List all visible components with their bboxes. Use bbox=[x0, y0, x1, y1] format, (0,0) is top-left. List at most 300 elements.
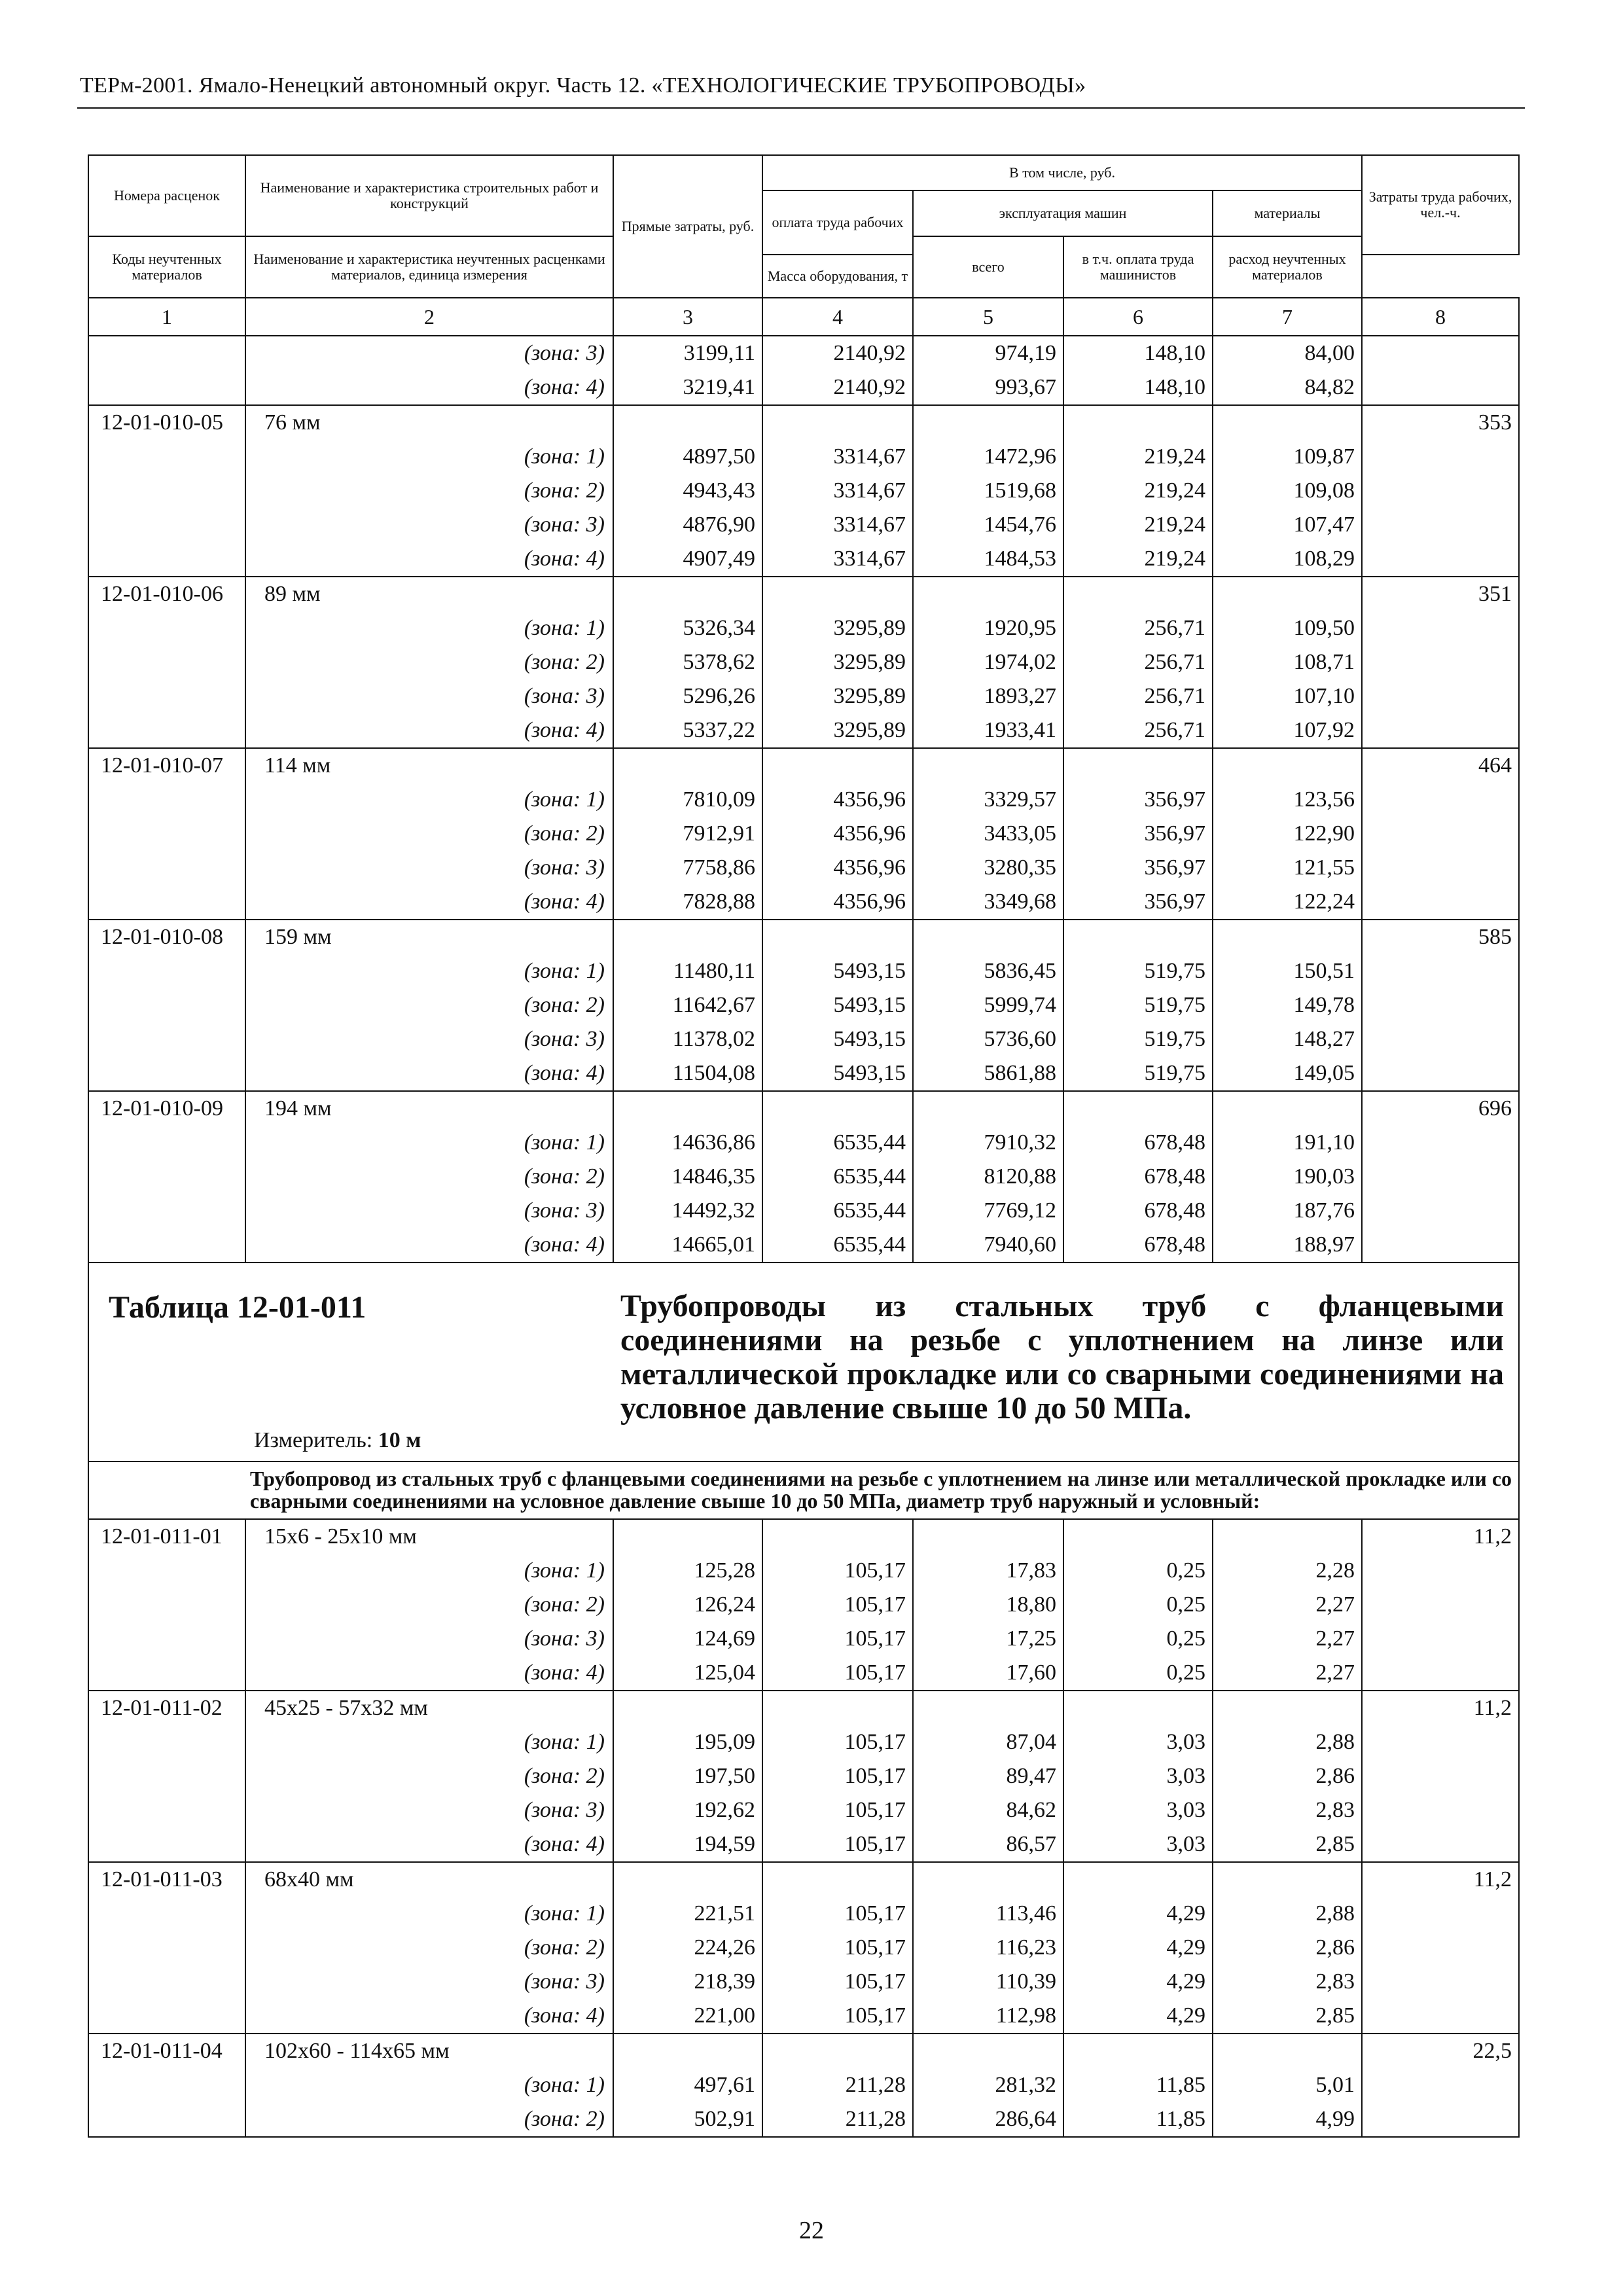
machine-total: 993,67 bbox=[913, 370, 1063, 405]
empty-cell bbox=[1362, 1022, 1519, 1056]
measure-unit bbox=[254, 1428, 421, 1453]
empty-cell bbox=[762, 1091, 913, 1126]
machine-total: 3433,05 bbox=[913, 817, 1063, 851]
materials-cost: 2,86 bbox=[1213, 1931, 1362, 1965]
empty-cell bbox=[1362, 508, 1519, 542]
column-number: 3 bbox=[613, 298, 762, 336]
empty-cell bbox=[88, 1588, 245, 1622]
rate-group-header-row bbox=[88, 748, 1519, 783]
header-materials: материалы bbox=[1213, 190, 1362, 236]
empty-cell bbox=[88, 1827, 245, 1862]
empty-cell bbox=[1362, 1554, 1519, 1588]
direct-cost: 11378,02 bbox=[613, 1022, 762, 1056]
worker-pay: 5493,15 bbox=[762, 1056, 913, 1091]
empty-cell bbox=[1213, 1091, 1362, 1126]
direct-cost: 221,51 bbox=[613, 1897, 762, 1931]
page-number: 22 bbox=[799, 2217, 824, 2244]
worker-pay: 105,17 bbox=[762, 1656, 913, 1691]
empty-cell bbox=[88, 2102, 245, 2137]
zone-label: (зона: 1) bbox=[245, 1126, 613, 1160]
rate-code: 12-01-010-09 bbox=[88, 1091, 245, 1126]
empty-cell bbox=[88, 1022, 245, 1056]
direct-cost: 4943,43 bbox=[613, 474, 762, 508]
zone-label: (зона: 1) bbox=[245, 1554, 613, 1588]
machine-total: 5861,88 bbox=[913, 1056, 1063, 1091]
zone-label: (зона: 3) bbox=[245, 1965, 613, 1999]
direct-cost: 4897,50 bbox=[613, 440, 762, 474]
empty-cell bbox=[88, 645, 245, 679]
materials-cost: 2,83 bbox=[1213, 1965, 1362, 1999]
empty-cell bbox=[1362, 1725, 1519, 1759]
zone-row bbox=[88, 1759, 1519, 1793]
operator-pay: 11,85 bbox=[1063, 2068, 1213, 2102]
empty-cell bbox=[1362, 474, 1519, 508]
direct-cost: 14636,86 bbox=[613, 1126, 762, 1160]
empty-cell bbox=[88, 1554, 245, 1588]
empty-cell bbox=[1063, 405, 1213, 440]
empty-cell bbox=[1362, 1228, 1519, 1263]
zone-row bbox=[88, 851, 1519, 885]
empty-cell bbox=[1362, 817, 1519, 851]
empty-cell bbox=[88, 1759, 245, 1793]
empty-cell bbox=[1063, 748, 1213, 783]
zone-label: (зона: 3) bbox=[245, 336, 613, 370]
rate-code: 12-01-010-06 bbox=[88, 577, 245, 611]
empty-cell bbox=[1362, 1931, 1519, 1965]
zone-label: (зона: 3) bbox=[245, 1194, 613, 1228]
rate-code: 12-01-010-08 bbox=[88, 920, 245, 954]
zone-row bbox=[88, 1827, 1519, 1862]
empty-cell bbox=[1063, 2034, 1213, 2068]
operator-pay: 4,29 bbox=[1063, 1965, 1213, 1999]
table-title-inner bbox=[89, 1263, 1518, 1461]
materials-cost: 2,83 bbox=[1213, 1793, 1362, 1827]
materials-cost: 109,87 bbox=[1213, 440, 1362, 474]
zone-label: (зона: 3) bbox=[245, 851, 613, 885]
empty-cell bbox=[88, 988, 245, 1022]
labor-cost: 11,2 bbox=[1362, 1862, 1519, 1897]
machine-total: 5999,74 bbox=[913, 988, 1063, 1022]
operator-pay: 356,97 bbox=[1063, 817, 1213, 851]
direct-cost: 7758,86 bbox=[613, 851, 762, 885]
worker-pay: 105,17 bbox=[762, 1725, 913, 1759]
machine-total: 1974,02 bbox=[913, 645, 1063, 679]
empty-cell bbox=[88, 1228, 245, 1263]
empty-cell bbox=[1362, 2068, 1519, 2102]
operator-pay: 3,03 bbox=[1063, 1793, 1213, 1827]
machine-total: 84,62 bbox=[913, 1793, 1063, 1827]
rate-code: 12-01-011-04 bbox=[88, 2034, 245, 2068]
empty-cell bbox=[88, 370, 245, 405]
machine-total: 116,23 bbox=[913, 1931, 1063, 1965]
worker-pay: 3295,89 bbox=[762, 611, 913, 645]
worker-pay: 105,17 bbox=[762, 1554, 913, 1588]
empty-cell bbox=[88, 440, 245, 474]
direct-cost: 14846,35 bbox=[613, 1160, 762, 1194]
worker-pay: 105,17 bbox=[762, 1622, 913, 1656]
operator-pay: 4,29 bbox=[1063, 1999, 1213, 2034]
machine-total: 17,25 bbox=[913, 1622, 1063, 1656]
materials-cost: 2,86 bbox=[1213, 1759, 1362, 1793]
empty-cell bbox=[613, 1519, 762, 1554]
direct-cost: 124,69 bbox=[613, 1622, 762, 1656]
direct-cost: 125,28 bbox=[613, 1554, 762, 1588]
rate-name: 114 мм bbox=[245, 748, 613, 783]
operator-pay: 148,10 bbox=[1063, 336, 1213, 370]
operator-pay: 3,03 bbox=[1063, 1725, 1213, 1759]
operator-pay: 256,71 bbox=[1063, 713, 1213, 748]
zone-label: (зона: 2) bbox=[245, 1588, 613, 1622]
zone-label: (зона: 3) bbox=[245, 679, 613, 713]
empty-cell bbox=[1362, 370, 1519, 405]
rate-group-header-row bbox=[88, 405, 1519, 440]
empty-cell bbox=[913, 2034, 1063, 2068]
direct-cost: 221,00 bbox=[613, 1999, 762, 2034]
machine-total: 17,83 bbox=[913, 1554, 1063, 1588]
empty-cell bbox=[1362, 1588, 1519, 1622]
empty-cell bbox=[1063, 1091, 1213, 1126]
empty-cell bbox=[1362, 1126, 1519, 1160]
direct-cost: 3219,41 bbox=[613, 370, 762, 405]
empty-cell bbox=[913, 1862, 1063, 1897]
rate-name: 45х25 - 57х32 мм bbox=[245, 1691, 613, 1725]
empty-cell bbox=[1213, 1862, 1362, 1897]
worker-pay: 4356,96 bbox=[762, 885, 913, 920]
operator-pay: 678,48 bbox=[1063, 1228, 1213, 1263]
worker-pay: 105,17 bbox=[762, 1827, 913, 1862]
worker-pay: 211,28 bbox=[762, 2068, 913, 2102]
header-direct-costs: Прямые затраты, руб. bbox=[613, 155, 762, 298]
materials-cost: 191,10 bbox=[1213, 1126, 1362, 1160]
labor-cost: 696 bbox=[1362, 1091, 1519, 1126]
materials-cost: 149,78 bbox=[1213, 988, 1362, 1022]
empty-cell bbox=[762, 748, 913, 783]
worker-pay: 3314,67 bbox=[762, 474, 913, 508]
worker-pay: 5493,15 bbox=[762, 988, 913, 1022]
empty-cell bbox=[1362, 336, 1519, 370]
empty-cell bbox=[1362, 783, 1519, 817]
empty-cell bbox=[88, 2068, 245, 2102]
header-total: всего bbox=[913, 236, 1063, 298]
materials-cost: 4,99 bbox=[1213, 2102, 1362, 2137]
zone-label: (зона: 4) bbox=[245, 1827, 613, 1862]
zone-label: (зона: 4) bbox=[245, 370, 613, 405]
materials-cost: 2,27 bbox=[1213, 1622, 1362, 1656]
zone-label: (зона: 4) bbox=[245, 1999, 613, 2034]
header-worker-pay: оплата труда рабочих bbox=[762, 190, 913, 255]
materials-cost: 5,01 bbox=[1213, 2068, 1362, 2102]
zone-row bbox=[88, 370, 1519, 405]
empty-cell bbox=[88, 679, 245, 713]
machine-total: 974,19 bbox=[913, 336, 1063, 370]
machine-total: 8120,88 bbox=[913, 1160, 1063, 1194]
table-title: Таблица 12-01-011 bbox=[109, 1290, 366, 1325]
empty-cell bbox=[88, 336, 245, 370]
empty-cell bbox=[1362, 851, 1519, 885]
direct-cost: 7912,91 bbox=[613, 817, 762, 851]
materials-cost: 188,97 bbox=[1213, 1228, 1362, 1263]
empty-cell bbox=[1213, 1691, 1362, 1725]
empty-cell bbox=[88, 851, 245, 885]
empty-cell bbox=[88, 508, 245, 542]
column-number: 7 bbox=[1213, 298, 1362, 336]
direct-cost: 4907,49 bbox=[613, 542, 762, 577]
materials-cost: 123,56 bbox=[1213, 783, 1362, 817]
column-number: 1 bbox=[88, 298, 245, 336]
zone-row bbox=[88, 954, 1519, 988]
zone-row bbox=[88, 440, 1519, 474]
empty-cell bbox=[88, 713, 245, 748]
header-equipment-mass: Масса оборудования, т bbox=[762, 255, 913, 298]
zone-row bbox=[88, 713, 1519, 748]
zone-label: (зона: 2) bbox=[245, 1759, 613, 1793]
worker-pay: 3295,89 bbox=[762, 679, 913, 713]
empty-cell bbox=[88, 783, 245, 817]
rate-group-header-row bbox=[88, 1091, 1519, 1126]
zone-row bbox=[88, 508, 1519, 542]
empty-cell bbox=[1362, 1656, 1519, 1691]
machine-total: 1519,68 bbox=[913, 474, 1063, 508]
empty-cell bbox=[913, 920, 1063, 954]
direct-cost: 197,50 bbox=[613, 1759, 762, 1793]
worker-pay: 5493,15 bbox=[762, 1022, 913, 1056]
direct-cost: 4876,90 bbox=[613, 508, 762, 542]
empty-cell bbox=[913, 1519, 1063, 1554]
zone-row bbox=[88, 336, 1519, 370]
machine-total: 113,46 bbox=[913, 1897, 1063, 1931]
empty-cell bbox=[613, 1691, 762, 1725]
zone-row bbox=[88, 2068, 1519, 2102]
materials-cost: 2,88 bbox=[1213, 1897, 1362, 1931]
empty-cell bbox=[1213, 1519, 1362, 1554]
empty-cell bbox=[762, 2034, 913, 2068]
operator-pay: 3,03 bbox=[1063, 1759, 1213, 1793]
zone-label: (зона: 3) bbox=[245, 508, 613, 542]
operator-pay: 256,71 bbox=[1063, 645, 1213, 679]
worker-pay: 211,28 bbox=[762, 2102, 913, 2137]
worker-pay: 105,17 bbox=[762, 1999, 913, 2034]
zone-label: (зона: 2) bbox=[245, 988, 613, 1022]
empty-cell bbox=[1362, 1793, 1519, 1827]
empty-cell bbox=[88, 474, 245, 508]
materials-cost: 149,05 bbox=[1213, 1056, 1362, 1091]
empty-cell bbox=[88, 1725, 245, 1759]
worker-pay: 105,17 bbox=[762, 1759, 913, 1793]
operator-pay: 356,97 bbox=[1063, 885, 1213, 920]
empty-cell bbox=[1063, 1691, 1213, 1725]
materials-cost: 108,29 bbox=[1213, 542, 1362, 577]
column-number: 2 bbox=[245, 298, 613, 336]
rate-name: 159 мм bbox=[245, 920, 613, 954]
empty-cell bbox=[1362, 885, 1519, 920]
empty-cell bbox=[88, 1656, 245, 1691]
empty-cell bbox=[1362, 1622, 1519, 1656]
direct-cost: 192,62 bbox=[613, 1793, 762, 1827]
materials-cost: 84,82 bbox=[1213, 370, 1362, 405]
machine-total: 1933,41 bbox=[913, 713, 1063, 748]
operator-pay: 219,24 bbox=[1063, 542, 1213, 577]
empty-cell bbox=[1362, 1160, 1519, 1194]
empty-cell bbox=[1063, 577, 1213, 611]
machine-total: 89,47 bbox=[913, 1759, 1063, 1793]
direct-cost: 5326,34 bbox=[613, 611, 762, 645]
group-description-row bbox=[88, 1462, 1519, 1519]
empty-cell bbox=[1362, 645, 1519, 679]
header-machine-operation: эксплуатация машин bbox=[913, 190, 1213, 236]
machine-total: 3280,35 bbox=[913, 851, 1063, 885]
worker-pay: 105,17 bbox=[762, 1793, 913, 1827]
operator-pay: 4,29 bbox=[1063, 1897, 1213, 1931]
empty-cell bbox=[1362, 1965, 1519, 1999]
zone-label: (зона: 3) bbox=[245, 1022, 613, 1056]
materials-cost: 2,27 bbox=[1213, 1588, 1362, 1622]
labor-cost: 11,2 bbox=[1362, 1519, 1519, 1554]
zone-label: (зона: 2) bbox=[245, 1931, 613, 1965]
direct-cost: 7810,09 bbox=[613, 783, 762, 817]
empty-cell bbox=[762, 577, 913, 611]
direct-cost: 502,91 bbox=[613, 2102, 762, 2137]
rate-name: 194 мм bbox=[245, 1091, 613, 1126]
empty-cell bbox=[88, 1931, 245, 1965]
operator-pay: 519,75 bbox=[1063, 954, 1213, 988]
header-including: В том числе, руб. bbox=[762, 155, 1362, 190]
machine-total: 3349,68 bbox=[913, 885, 1063, 920]
machine-total: 1484,53 bbox=[913, 542, 1063, 577]
operator-pay: 678,48 bbox=[1063, 1194, 1213, 1228]
empty-cell bbox=[762, 1862, 913, 1897]
operator-pay: 519,75 bbox=[1063, 988, 1213, 1022]
table-description: Трубопроводы из стальных труб с фланцевыми соединениями на резьбе с уплотнением на линзе или металлической прокладке или со сварными соединениями на условное давление свыше 10 до 50 МПа. bbox=[620, 1289, 1504, 1426]
zone-row bbox=[88, 817, 1519, 851]
operator-pay: 519,75 bbox=[1063, 1022, 1213, 1056]
zone-label: (зона: 1) bbox=[245, 2068, 613, 2102]
rate-name: 68х40 мм bbox=[245, 1862, 613, 1897]
column-number: 6 bbox=[1063, 298, 1213, 336]
rate-code: 12-01-010-07 bbox=[88, 748, 245, 783]
empty-cell bbox=[762, 920, 913, 954]
rate-name: 102х60 - 114х65 мм bbox=[245, 2034, 613, 2068]
empty-cell bbox=[88, 542, 245, 577]
empty-cell bbox=[1213, 2034, 1362, 2068]
empty-cell bbox=[1213, 405, 1362, 440]
empty-cell bbox=[1362, 988, 1519, 1022]
machine-total: 1454,76 bbox=[913, 508, 1063, 542]
column-number: 4 bbox=[762, 298, 913, 336]
empty-cell bbox=[88, 1194, 245, 1228]
worker-pay: 105,17 bbox=[762, 1897, 913, 1931]
zone-row bbox=[88, 2102, 1519, 2137]
zone-row bbox=[88, 1126, 1519, 1160]
zone-row bbox=[88, 1965, 1519, 1999]
zone-label: (зона: 2) bbox=[245, 817, 613, 851]
zone-label: (зона: 1) bbox=[245, 954, 613, 988]
column-number: 8 bbox=[1362, 298, 1519, 336]
zone-row bbox=[88, 1588, 1519, 1622]
zone-row bbox=[88, 885, 1519, 920]
worker-pay: 6535,44 bbox=[762, 1228, 913, 1263]
operator-pay: 219,24 bbox=[1063, 474, 1213, 508]
empty-cell bbox=[1362, 1999, 1519, 2034]
operator-pay: 4,29 bbox=[1063, 1931, 1213, 1965]
empty-cell bbox=[88, 1793, 245, 1827]
operator-pay: 3,03 bbox=[1063, 1827, 1213, 1862]
materials-cost: 108,71 bbox=[1213, 645, 1362, 679]
rate-name: 89 мм bbox=[245, 577, 613, 611]
zone-label: (зона: 2) bbox=[245, 1160, 613, 1194]
header-material-codes: Коды неучтенных материалов bbox=[88, 236, 245, 298]
empty-cell bbox=[1362, 1759, 1519, 1793]
worker-pay: 5493,15 bbox=[762, 954, 913, 988]
operator-pay: 0,25 bbox=[1063, 1554, 1213, 1588]
zone-row bbox=[88, 542, 1519, 577]
machine-total: 86,57 bbox=[913, 1827, 1063, 1862]
empty-cell bbox=[1213, 920, 1362, 954]
worker-pay: 3314,67 bbox=[762, 508, 913, 542]
rate-code: 12-01-011-01 bbox=[88, 1519, 245, 1554]
operator-pay: 219,24 bbox=[1063, 508, 1213, 542]
operator-pay: 148,10 bbox=[1063, 370, 1213, 405]
zone-row bbox=[88, 1897, 1519, 1931]
zone-label: (зона: 2) bbox=[245, 2102, 613, 2137]
materials-cost: 190,03 bbox=[1213, 1160, 1362, 1194]
materials-cost: 2,85 bbox=[1213, 1999, 1362, 2034]
empty-cell bbox=[88, 611, 245, 645]
empty-cell bbox=[88, 1897, 245, 1931]
materials-cost: 150,51 bbox=[1213, 954, 1362, 988]
zone-label: (зона: 4) bbox=[245, 1056, 613, 1091]
direct-cost: 5378,62 bbox=[613, 645, 762, 679]
operator-pay: 256,71 bbox=[1063, 611, 1213, 645]
zone-label: (зона: 2) bbox=[245, 474, 613, 508]
empty-cell bbox=[1362, 440, 1519, 474]
machine-total: 1920,95 bbox=[913, 611, 1063, 645]
zone-row bbox=[88, 1725, 1519, 1759]
empty-cell bbox=[1362, 679, 1519, 713]
zone-row bbox=[88, 1999, 1519, 2034]
zone-row bbox=[88, 611, 1519, 645]
materials-cost: 2,85 bbox=[1213, 1827, 1362, 1862]
machine-total: 281,32 bbox=[913, 2068, 1063, 2102]
worker-pay: 4356,96 bbox=[762, 817, 913, 851]
worker-pay: 4356,96 bbox=[762, 783, 913, 817]
worker-pay: 2140,92 bbox=[762, 370, 913, 405]
operator-pay: 219,24 bbox=[1063, 440, 1213, 474]
empty-cell bbox=[613, 920, 762, 954]
machine-total: 1472,96 bbox=[913, 440, 1063, 474]
materials-cost: 84,00 bbox=[1213, 336, 1362, 370]
worker-pay: 2140,92 bbox=[762, 336, 913, 370]
direct-cost: 497,61 bbox=[613, 2068, 762, 2102]
machine-total: 5836,45 bbox=[913, 954, 1063, 988]
zone-label: (зона: 4) bbox=[245, 542, 613, 577]
zone-row bbox=[88, 1554, 1519, 1588]
machine-total: 7910,32 bbox=[913, 1126, 1063, 1160]
machine-total: 5736,60 bbox=[913, 1022, 1063, 1056]
measure-value: 10 м bbox=[378, 1428, 421, 1452]
zone-label: (зона: 4) bbox=[245, 1656, 613, 1691]
worker-pay: 4356,96 bbox=[762, 851, 913, 885]
materials-cost: 107,47 bbox=[1213, 508, 1362, 542]
empty-cell bbox=[762, 1691, 913, 1725]
machine-total: 7940,60 bbox=[913, 1228, 1063, 1263]
header-material-names: Наименование и характеристика неучтенных расценками материалов, единица измерения bbox=[245, 236, 613, 298]
empty-cell bbox=[1063, 1519, 1213, 1554]
empty-cell bbox=[1362, 1056, 1519, 1091]
empty-cell bbox=[613, 2034, 762, 2068]
empty-cell bbox=[613, 748, 762, 783]
empty-cell bbox=[913, 1691, 1063, 1725]
zone-label: (зона: 4) bbox=[245, 713, 613, 748]
